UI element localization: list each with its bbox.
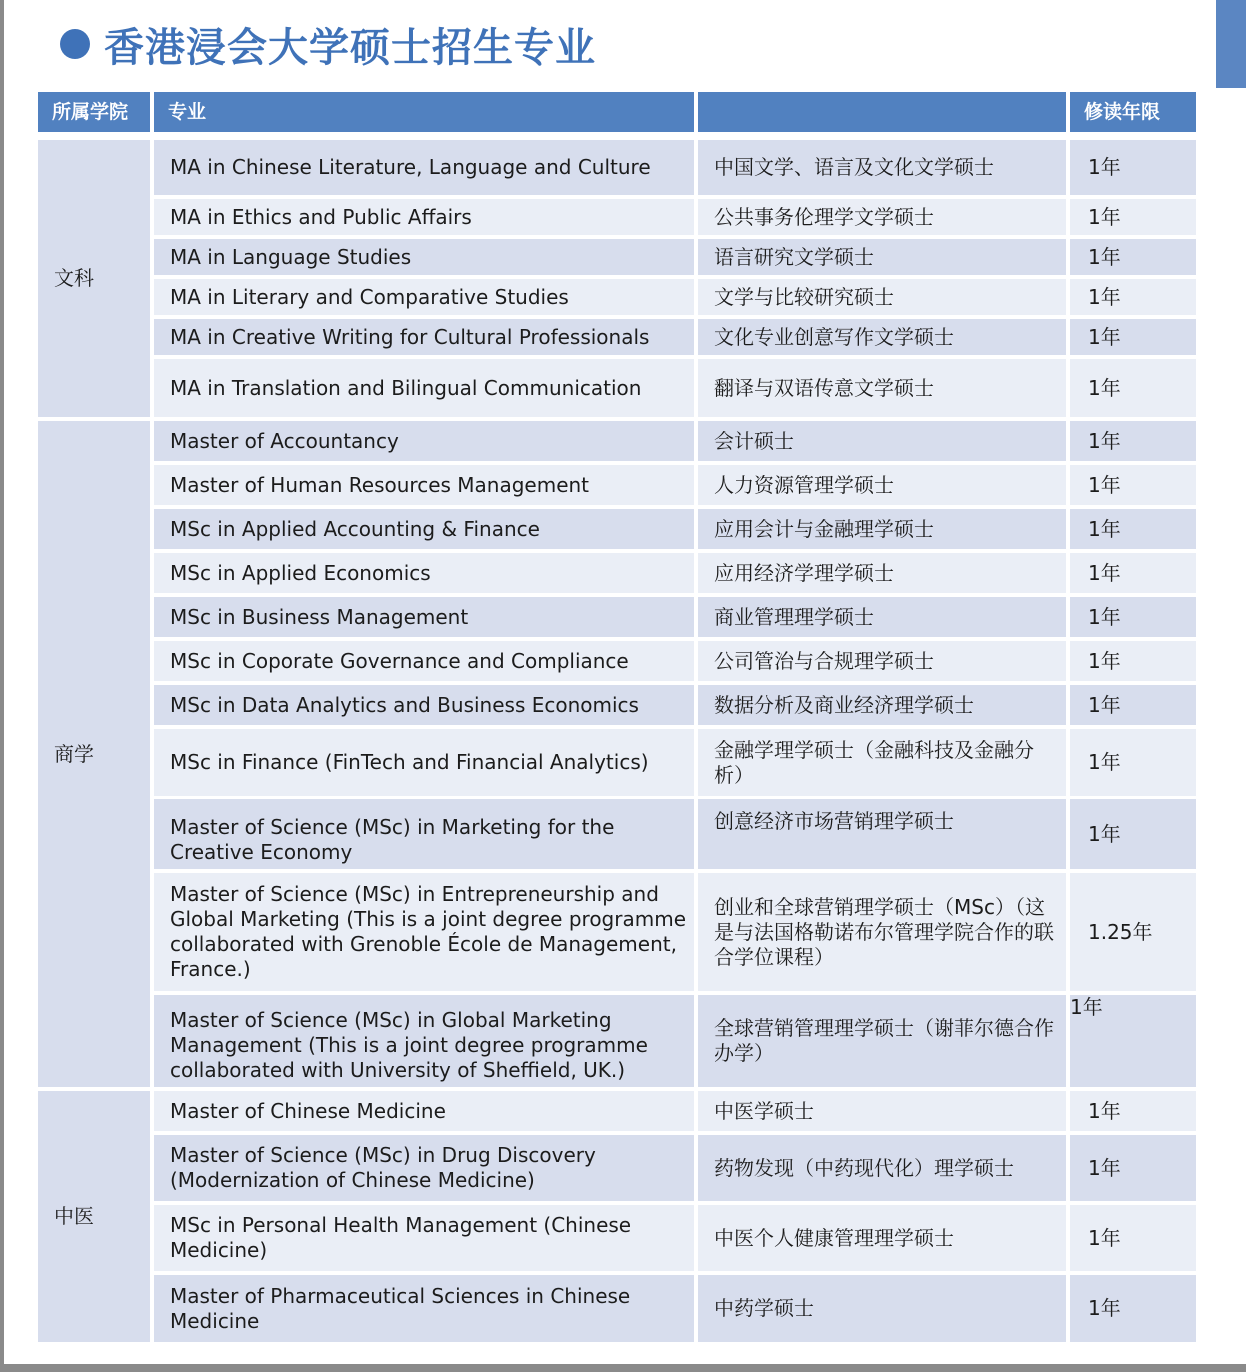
header-school (38, 92, 150, 132)
program-name-text: MSc in Business Management (170, 604, 469, 629)
program-duration-text: 1年 (1088, 284, 1121, 309)
program-name-text: Master of Human Resources Management (170, 472, 590, 497)
program-chinese-name-text: 中医学硕士 (714, 1098, 814, 1123)
program-name-text: Master of Science (MSc) in Entrepreneurship and Global Marketing (This is a joint degree programme collaborated with Grenoble École de Management, France.) (170, 882, 686, 981)
program-duration (1070, 509, 1196, 549)
header-chinese (698, 92, 1066, 132)
program-name-text: Master of Science (MSc) in Global Marketing Management (This is a joint degree programme collaborated with University of Sheffield, UK.) (170, 1008, 648, 1082)
school-cell-text: 商学 (54, 741, 94, 766)
program-name-text: Master of Pharmaceutical Sciences in Chinese Medicine (170, 1283, 631, 1333)
program-name (154, 1205, 694, 1271)
side-tab[interactable] (1216, 0, 1246, 88)
header-duration (1070, 92, 1196, 132)
program-chinese-name-text: 文学与比较研究硕士 (714, 284, 894, 309)
program-duration-text: 1年 (1088, 324, 1121, 349)
program-name-text: MA in Creative Writing for Cultural Professionals (170, 324, 650, 349)
program-duration-text: 1年 (1088, 472, 1121, 497)
program-name (154, 359, 694, 417)
program-chinese-name (698, 319, 1066, 355)
program-chinese-name (698, 729, 1066, 796)
program-chinese-name (698, 465, 1066, 505)
program-name (154, 799, 694, 869)
program-name (154, 421, 694, 461)
program-duration (1070, 597, 1196, 637)
program-chinese-name-text: 会计硕士 (714, 428, 794, 453)
program-chinese-name (698, 279, 1066, 315)
program-duration-text: 1年 (1088, 428, 1121, 453)
program-name (154, 140, 694, 195)
program-chinese-name-text: 应用经济学理学硕士 (714, 560, 894, 585)
program-name (154, 641, 694, 681)
program-chinese-name-text: 应用会计与金融理学硕士 (714, 516, 934, 541)
program-name (154, 1135, 694, 1201)
school-cell (38, 1091, 150, 1342)
program-chinese-name (698, 597, 1066, 637)
program-name (154, 873, 694, 991)
program-duration-text: 1年 (1088, 204, 1121, 229)
program-chinese-name-text: 语言研究文学硕士 (714, 244, 874, 269)
program-duration-text: 1年 (1088, 750, 1121, 774)
program-duration-text: 1年 (1088, 1225, 1121, 1250)
program-duration (1070, 359, 1196, 417)
program-name-text: MA in Ethics and Public Affairs (170, 204, 472, 229)
program-duration-text: 1年 (1070, 995, 1103, 1019)
program-duration (1070, 685, 1196, 725)
program-chinese-name-text: 中国文学、语言及文化文学硕士 (714, 155, 994, 179)
program-chinese-name (698, 1135, 1066, 1201)
program-chinese-name-text: 数据分析及商业经济理学硕士 (714, 692, 974, 717)
program-chinese-name (698, 239, 1066, 275)
school-cell (38, 140, 150, 417)
program-duration (1070, 1091, 1196, 1131)
program-name (154, 597, 694, 637)
program-name-text: MSc in Applied Economics (170, 560, 431, 585)
program-duration (1070, 239, 1196, 275)
program-chinese-name (698, 359, 1066, 417)
bullet-dot-icon (60, 29, 90, 59)
program-duration (1070, 199, 1196, 235)
program-chinese-name (698, 553, 1066, 593)
program-duration (1070, 1205, 1196, 1271)
header-duration-text: 修读年限 (1084, 100, 1161, 123)
program-name (154, 995, 694, 1087)
program-chinese-name (698, 199, 1066, 235)
program-chinese-name (698, 421, 1066, 461)
program-chinese-name-text: 全球营销管理理学硕士（谢菲尔德合作办学） (714, 1016, 1054, 1065)
program-duration-text: 1年 (1088, 516, 1121, 541)
page-frame-bottom (0, 1364, 1246, 1372)
page-heading (60, 14, 596, 74)
program-duration-text: 1年 (1088, 1098, 1121, 1123)
program-duration-text: 1年 (1088, 821, 1121, 846)
header-program-text: 专业 (168, 100, 207, 123)
program-duration-text: 1年 (1088, 1155, 1121, 1180)
program-duration (1070, 641, 1196, 681)
program-name-text: MSc in Personal Health Management (Chinese Medicine) (170, 1213, 632, 1262)
program-duration-text: 1年 (1088, 604, 1121, 629)
program-duration-text: 1年 (1088, 244, 1121, 269)
program-name (154, 1275, 694, 1342)
program-duration (1070, 1135, 1196, 1201)
program-chinese-name-text: 文化专业创意写作文学硕士 (714, 324, 954, 349)
program-chinese-name-text: 翻译与双语传意文学硕士 (714, 375, 934, 400)
program-duration (1070, 279, 1196, 315)
program-duration-text: 1年 (1088, 155, 1121, 179)
program-chinese-name-text: 金融学理学硕士（金融科技及金融分析） (714, 737, 1034, 787)
program-duration-text: 1年 (1088, 560, 1121, 585)
program-chinese-name (698, 685, 1066, 725)
program-name-text: MA in Literary and Comparative Studies (170, 284, 569, 309)
program-chinese-name-text: 创业和全球营销理学硕士（MSc）（这是与法国格勒诺布尔管理学院合作的联合学位课程） (714, 894, 1054, 969)
program-name-text: MSc in Data Analytics and Business Economics (170, 692, 639, 717)
program-name (154, 729, 694, 796)
page-title: 香港浸会大学硕士招生专业 (104, 24, 596, 71)
program-chinese-name-text: 公共事务伦理学文学硕士 (714, 204, 934, 229)
program-duration (1070, 873, 1196, 991)
program-name-text: MA in Translation and Bilingual Communication (170, 375, 642, 400)
program-duration (1070, 319, 1196, 355)
program-name (154, 319, 694, 355)
header-school-text: 所属学院 (52, 100, 129, 123)
program-name-text: Master of Accountancy (170, 428, 399, 453)
program-name-text: MA in Language Studies (170, 244, 412, 269)
program-chinese-name (698, 1205, 1066, 1271)
program-duration (1070, 553, 1196, 593)
program-name-text: Master of Science (MSc) in Marketing for the Creative Economy (170, 815, 615, 864)
program-duration-text: 1.25年 (1088, 919, 1153, 944)
program-duration-text: 1年 (1088, 692, 1121, 717)
program-duration (1070, 421, 1196, 461)
school-cell (38, 421, 150, 1087)
school-cell-text: 中医 (54, 1204, 94, 1228)
program-name (154, 239, 694, 275)
program-duration (1070, 995, 1196, 1087)
program-name-text: MSc in Coporate Governance and Compliance (170, 648, 629, 673)
program-name-text: MSc in Applied Accounting & Finance (170, 516, 540, 541)
program-chinese-name-text: 中药学硕士 (714, 1296, 814, 1320)
program-chinese-name-text: 中医个人健康管理理学硕士 (714, 1225, 954, 1250)
program-duration-text: 1年 (1088, 648, 1121, 673)
program-name-text: Master of Chinese Medicine (170, 1098, 446, 1123)
program-name (154, 279, 694, 315)
program-chinese-name (698, 1275, 1066, 1342)
program-name-text: MSc in Finance (FinTech and Financial Analytics) (170, 750, 649, 774)
program-chinese-name-text: 人力资源管理学硕士 (714, 472, 894, 497)
program-chinese-name (698, 1091, 1066, 1131)
program-duration-text: 1年 (1088, 1296, 1121, 1320)
program-name-text: MA in Chinese Literature, Language and Culture (170, 155, 651, 179)
program-chinese-name-text: 商业管理理学硕士 (714, 604, 874, 629)
program-chinese-name (698, 873, 1066, 991)
school-cell-text: 文科 (54, 266, 94, 290)
program-chinese-name (698, 995, 1066, 1087)
program-chinese-name-text: 公司管治与合规理学硕士 (714, 648, 934, 673)
header-program (154, 92, 694, 132)
program-chinese-name (698, 509, 1066, 549)
program-name (154, 553, 694, 593)
program-name (154, 1091, 694, 1131)
program-chinese-name-text: 药物发现（中药现代化）理学硕士 (714, 1155, 1014, 1180)
program-chinese-name-text: 创意经济市场营销理学硕士 (714, 809, 954, 833)
program-duration (1070, 729, 1196, 796)
program-name (154, 465, 694, 505)
program-duration (1070, 140, 1196, 195)
program-name (154, 685, 694, 725)
program-duration (1070, 1275, 1196, 1342)
program-duration-text: 1年 (1088, 375, 1121, 400)
program-name-text: Master of Science (MSc) in Drug Discovery (Modernization of Chinese Medicine) (170, 1143, 596, 1192)
program-name (154, 199, 694, 235)
program-duration (1070, 799, 1196, 869)
program-chinese-name (698, 799, 1066, 869)
program-chinese-name (698, 140, 1066, 195)
page-frame-left (0, 0, 4, 1372)
program-chinese-name (698, 641, 1066, 681)
program-name (154, 509, 694, 549)
program-duration (1070, 465, 1196, 505)
